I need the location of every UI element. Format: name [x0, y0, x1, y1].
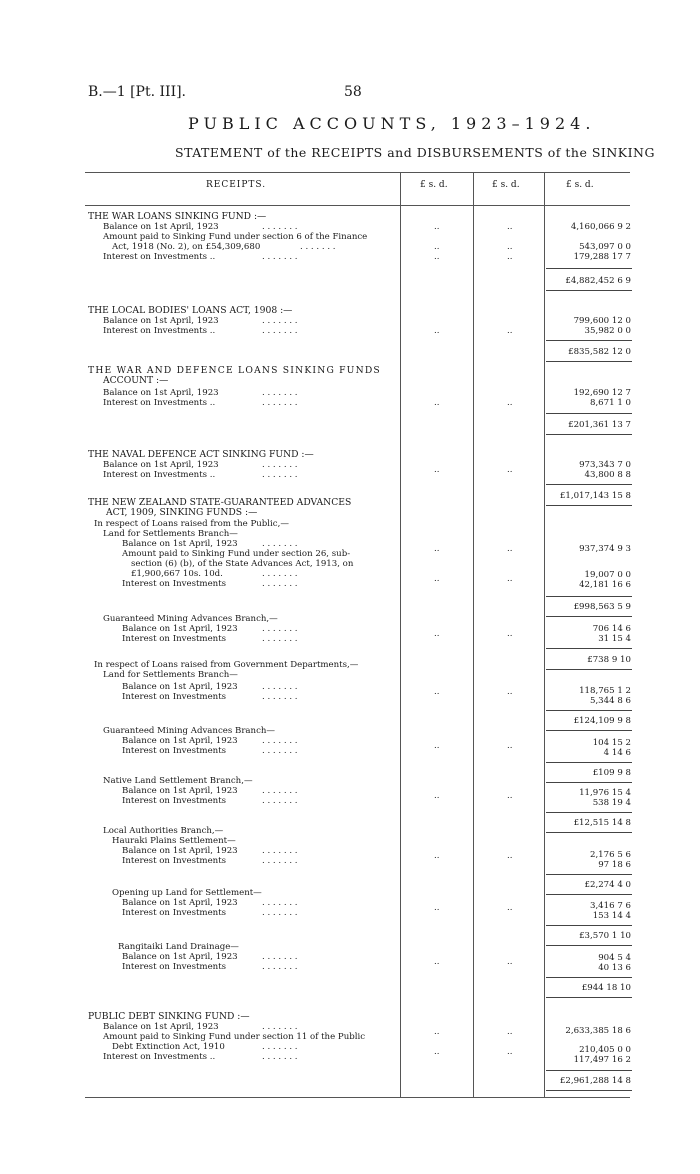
subtotal-rule [546, 977, 632, 978]
line-item: Balance on 1st April, 1923 [103, 388, 219, 398]
leader-dots: .. [434, 222, 440, 232]
leader-dots: .. [434, 252, 440, 262]
subtotal-rule [546, 434, 632, 435]
line-item: Interest on Investments .. [103, 252, 216, 262]
leader-dots: . . . . . . . [262, 326, 298, 336]
section-heading: THE LOCAL BODIES' LOANS ACT, 1908 :— [88, 305, 293, 316]
section-total: £12,515 14 8 [573, 818, 631, 828]
leader-dots: . . . . . . . [262, 388, 298, 398]
amount: 4 14 6 [603, 748, 631, 758]
leader-dots: . . . . . . . [262, 252, 298, 262]
leader-dots: . . . . . . . [262, 1042, 298, 1052]
line-item: Interest on Investments [122, 692, 227, 702]
section-heading: PUBLIC DEBT SINKING FUND :— [88, 1011, 250, 1022]
leader-dots: . . . . . . . [262, 634, 298, 644]
subsection-heading: Land for Settlements Branch— [103, 670, 238, 680]
subtotal-rule [546, 997, 632, 998]
leader-dots: . . . . . . . [262, 796, 298, 806]
leader-dots: .. [507, 544, 513, 554]
leader-dots: .. [507, 574, 513, 584]
amount: 192,690 12 7 [573, 388, 631, 398]
subtotal-rule [546, 762, 632, 763]
leader-dots: .. [507, 903, 513, 913]
amount: 5,344 8 6 [589, 696, 631, 706]
line-item: Interest on Investments .. [103, 326, 216, 336]
line-item: Interest on Investments .. [103, 1052, 216, 1062]
subsection-heading: Native Land Settlement Branch,— [103, 776, 253, 786]
line-item: Interest on Investments [122, 962, 227, 972]
leader-dots: . . . . . . . [262, 460, 298, 470]
subsection-heading: Guaranteed Mining Advances Branch,— [103, 614, 278, 624]
leader-dots: .. [507, 741, 513, 751]
subsection-heading: Local Authorities Branch,— [103, 826, 224, 836]
leader-dots: .. [434, 326, 440, 336]
subtotal-rule [546, 484, 632, 485]
leader-dots: . . . . . . . [262, 682, 298, 692]
amount: 706 14 6 [592, 624, 631, 634]
amount: 937,374 9 3 [579, 544, 631, 554]
subsection-heading: Guaranteed Mining Advances Branch— [103, 726, 276, 736]
line-item: Balance on 1st April, 1923 [122, 682, 238, 692]
leader-dots: . . . . . . . [262, 1052, 298, 1062]
subsection-heading: Rangitaiki Land Drainage— [118, 942, 239, 952]
subsection-heading: Land for Settlements Branch— [103, 529, 238, 539]
amount: 43,800 8 8 [584, 470, 631, 480]
line-item: Amount paid to Sinking Fund under section 6 of the Finance [103, 232, 368, 242]
amount: 4,160,066 9 2 [570, 222, 631, 232]
subtotal-rule [546, 925, 632, 926]
line-item: Balance on 1st April, 1923 [103, 460, 219, 470]
leader-dots: .. [507, 326, 513, 336]
leader-dots: .. [434, 398, 440, 408]
leader-dots: . . . . . . . [262, 846, 298, 856]
section-heading: THE NAVAL DEFENCE ACT SINKING FUND :— [88, 449, 314, 460]
pounds-column-header: £ s. d. [566, 180, 594, 190]
subtotal-rule [546, 832, 632, 833]
page-header-reference: B.—1 [Pt. III]. [88, 84, 187, 100]
column-divider [473, 172, 474, 1097]
section-total: £109 9 8 [592, 768, 631, 778]
subtotal-rule [546, 1070, 632, 1071]
line-item: Interest on Investments .. [103, 398, 216, 408]
subtotal-rule [546, 413, 632, 414]
amount: 904 5 4 [598, 953, 631, 963]
amount: 799,600 12 0 [573, 316, 631, 326]
line-item: Interest on Investments [122, 746, 227, 756]
leader-dots: .. [434, 574, 440, 584]
amount: 19,007 0 0 [584, 570, 631, 580]
leader-dots: .. [507, 687, 513, 697]
leader-dots: .. [507, 791, 513, 801]
section-total: £944 18 10 [581, 983, 631, 993]
section-total: £124,109 9 8 [573, 716, 631, 726]
leader-dots: .. [434, 465, 440, 475]
leader-dots: . . . . . . . [300, 242, 336, 252]
leader-dots: .. [507, 957, 513, 967]
leader-dots: .. [434, 791, 440, 801]
line-item: Balance on 1st April, 1923 [122, 952, 238, 962]
section-total: £4,882,452 6 9 [565, 276, 631, 286]
leader-dots: . . . . . . . [262, 222, 298, 232]
amount: 153 14 4 [592, 911, 631, 921]
line-item: Interest on Investments [122, 796, 227, 806]
line-item: Balance on 1st April, 1923 [122, 539, 238, 549]
line-item: Interest on Investments .. [103, 470, 216, 480]
section-total: £1,017,143 15 8 [559, 491, 631, 501]
amount: 3,416 7 6 [589, 901, 631, 911]
section-heading: ACT, 1909, SINKING FUNDS :— [106, 507, 258, 518]
line-item: Balance on 1st April, 1923 [122, 846, 238, 856]
amount: 118,765 1 2 [579, 686, 631, 696]
subtotal-rule [546, 894, 632, 895]
amount: 42,181 16 6 [579, 580, 631, 590]
subtotal-rule [546, 710, 632, 711]
section-heading: THE WAR AND DEFENCE LOANS SINKING FUNDS [88, 365, 381, 376]
subsection-heading: In respect of Loans raised from Government Departments,— [94, 660, 359, 670]
subtotal-rule [546, 648, 632, 649]
leader-dots: .. [507, 629, 513, 639]
leader-dots: . . . . . . . [262, 1022, 298, 1032]
line-item: Interest on Investments [122, 634, 227, 644]
leader-dots: .. [434, 687, 440, 697]
subtotal-rule [546, 782, 632, 783]
amount: 543,097 0 0 [579, 242, 631, 252]
table-top-rule [85, 172, 630, 173]
subtotal-rule [546, 812, 632, 813]
subtotal-rule [546, 874, 632, 875]
line-item: Interest on Investments [122, 856, 227, 866]
leader-dots: .. [434, 242, 440, 252]
section-total: £738 9 10 [587, 655, 631, 665]
leader-dots: .. [507, 242, 513, 252]
leader-dots: .. [507, 398, 513, 408]
leader-dots: . . . . . . . [262, 316, 298, 326]
leader-dots: .. [434, 741, 440, 751]
subtotal-rule [546, 505, 632, 506]
leader-dots: . . . . . . . [262, 856, 298, 866]
amount: 97 18 6 [598, 860, 631, 870]
amount: 179,288 17 7 [573, 252, 631, 262]
line-item: Amount paid to Sinking Fund under section 11 of the Public [103, 1032, 366, 1042]
leader-dots: . . . . . . . [262, 539, 298, 549]
table-header-rule [85, 205, 630, 206]
amount: 40 13 6 [598, 963, 631, 973]
subtotal-rule [546, 361, 632, 362]
line-item: Balance on 1st April, 1923 [122, 624, 238, 634]
section-heading: ACCOUNT :— [103, 375, 169, 386]
leader-dots: . . . . . . . [262, 746, 298, 756]
section-total: £998,563 5 9 [573, 602, 631, 612]
leader-dots: . . . . . . . [262, 962, 298, 972]
subtotal-rule [546, 1090, 632, 1091]
subsection-heading: Opening up Land for Settlement— [112, 888, 262, 898]
pounds-column-header: £ s. d. [492, 180, 520, 190]
amount: 2,633,385 18 6 [565, 1026, 631, 1036]
leader-dots: .. [434, 957, 440, 967]
subtotal-rule [546, 340, 632, 341]
leader-dots: . . . . . . . [262, 908, 298, 918]
subtotal-rule [546, 290, 632, 291]
leader-dots: . . . . . . . [262, 736, 298, 746]
table-bottom-rule [85, 1097, 630, 1098]
line-item: Balance on 1st April, 1923 [122, 736, 238, 746]
subtotal-rule [546, 596, 632, 597]
line-item: Interest on Investments [122, 908, 227, 918]
line-item: Debt Extinction Act, 1910 [112, 1042, 225, 1052]
section-total: £3,570 1 10 [579, 931, 631, 941]
subtotal-rule [546, 945, 632, 946]
leader-dots: .. [434, 544, 440, 554]
amount: 35,982 0 0 [584, 326, 631, 336]
subtotal-rule [546, 268, 632, 269]
amount: 973,343 7 0 [579, 460, 631, 470]
leader-dots: .. [507, 851, 513, 861]
leader-dots: . . . . . . . [262, 952, 298, 962]
leader-dots: . . . . . . . [262, 624, 298, 634]
page-title: PUBLIC ACCOUNTS, 1923–1924. [188, 114, 596, 133]
leader-dots: . . . . . . . [262, 786, 298, 796]
line-item: Balance on 1st April, 1923 [103, 222, 219, 232]
line-item: Balance on 1st April, 1923 [122, 898, 238, 908]
subsection-heading: In respect of Loans raised from the Public,— [94, 519, 289, 529]
leader-dots: .. [507, 222, 513, 232]
section-heading: THE WAR LOANS SINKING FUND :— [88, 211, 267, 222]
section-total: £201,361 13 7 [568, 420, 631, 430]
section-heading: THE NEW ZEALAND STATE-GUARANTEED ADVANCES [88, 497, 352, 508]
leader-dots: . . . . . . . [262, 579, 298, 589]
subtotal-rule [546, 730, 632, 731]
leader-dots: .. [434, 1027, 440, 1037]
line-item: Interest on Investments [122, 579, 227, 589]
line-item: Amount paid to Sinking Fund under section 26, sub- [122, 549, 351, 559]
leader-dots: . . . . . . . [262, 898, 298, 908]
amount: 104 15 2 [592, 738, 631, 748]
leader-dots: .. [507, 1027, 513, 1037]
leader-dots: . . . . . . . [262, 569, 298, 579]
leader-dots: . . . . . . . [262, 470, 298, 480]
leader-dots: .. [434, 1047, 440, 1057]
leader-dots: .. [434, 629, 440, 639]
amount: 538 19 4 [592, 798, 631, 808]
leader-dots: . . . . . . . [262, 398, 298, 408]
subtotal-rule [546, 669, 632, 670]
line-item: Balance on 1st April, 1923 [103, 316, 219, 326]
section-total: £2,961,288 14 8 [559, 1076, 631, 1086]
leader-dots: .. [507, 252, 513, 262]
line-item: Act, 1918 (No. 2), on £54,309,680 [112, 242, 261, 252]
section-total: £2,274 4 0 [584, 880, 631, 890]
page-number: 58 [344, 84, 362, 100]
leader-dots: .. [507, 1047, 513, 1057]
amount: 210,405 0 0 [579, 1045, 631, 1055]
amount: 31 15 4 [598, 634, 631, 644]
leader-dots: .. [434, 851, 440, 861]
column-divider [400, 172, 401, 1097]
pounds-column-header: £ s. d. [420, 180, 448, 190]
amount: 117,497 16 2 [573, 1055, 631, 1065]
subsection-heading: Hauraki Plains Settlement— [112, 836, 236, 846]
line-item: Balance on 1st April, 1923 [103, 1022, 219, 1032]
amount: 11,976 15 4 [579, 788, 631, 798]
amount: 8,671 1 0 [589, 398, 631, 408]
amount: 2,176 5 6 [589, 850, 631, 860]
leader-dots: .. [507, 465, 513, 475]
receipts-column-header: RECEIPTS. [206, 180, 267, 190]
leader-dots: .. [434, 903, 440, 913]
subtotal-rule [546, 616, 632, 617]
statement-subtitle: STATEMENT of the RECEIPTS and DISBURSEMENTS of the SINKING [175, 145, 655, 160]
line-item: £1,900,667 10s. 10d. [131, 569, 223, 579]
section-total: £835,582 12 0 [568, 347, 631, 357]
line-item: Balance on 1st April, 1923 [122, 786, 238, 796]
line-item: section (6) (b), of the State Advances Act, 1913, on [131, 559, 354, 569]
leader-dots: . . . . . . . [262, 692, 298, 702]
